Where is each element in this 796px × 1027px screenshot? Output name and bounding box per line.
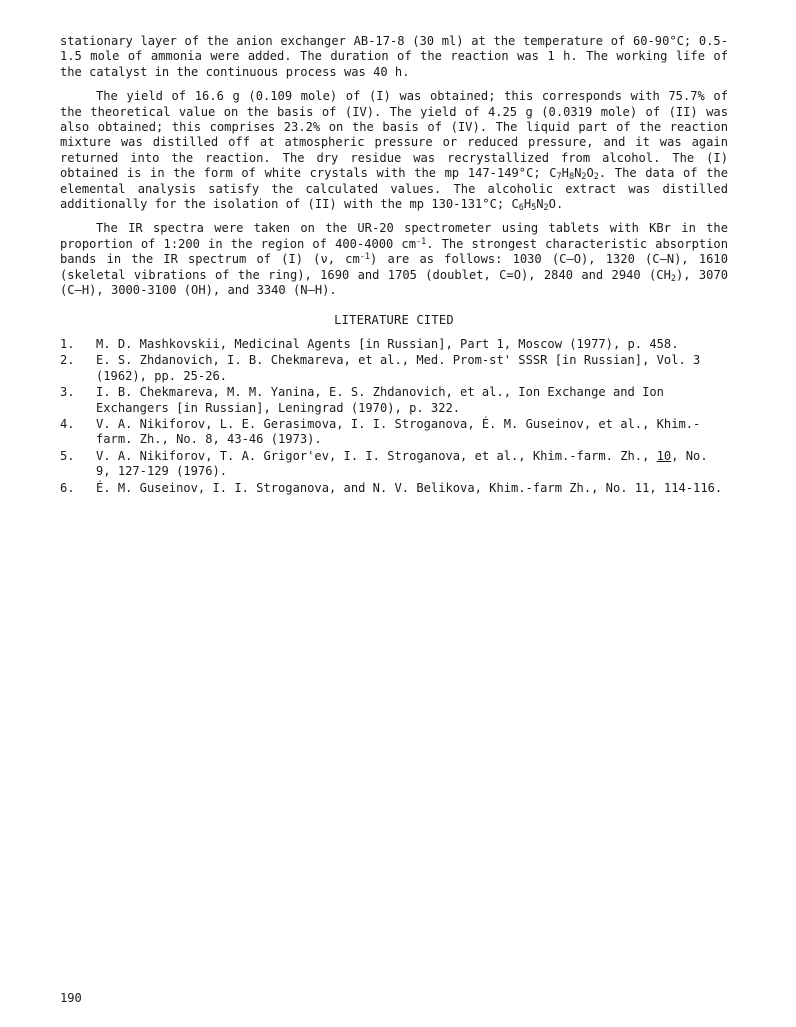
superscript: -1: [415, 236, 427, 247]
reference-number: 2.: [60, 353, 75, 368]
reference-text: V. A. Nikiforov, L. E. Gerasimova, I. I. Stroganova, É. M. Guseinov, et al., Khim.-farm. Zh., No. 8, 43-46 (1973).: [96, 416, 701, 447]
subscript: 2: [670, 273, 676, 284]
body-paragraph-2: [60, 89, 728, 212]
reference-number: 4.: [60, 416, 75, 431]
reference-text: É. M. Guseinov, I. I. Stroganova, and N. V. Belikova, Khim.-farm Zh., No. 11, 114-116.: [96, 480, 723, 495]
para2-text-1: The yield of 16.6 g (0.109 mole) of (I) was obtained; this corresponds with 75.7% of the theoretical value on the basis of (IV). The yield of 4.25 g (0.0319 mole) of (II) was also obtained; this comprises 23.2% on the basis of (IV). The liquid part of the reaction mixture was distilled off at atmospheric pressure or reduced pressure, and it was again returned into the reaction. The dry residue was recrystallized from alcohol. The (I) obtained is in the form of white crystals with the mp 147-149°C;: [60, 89, 728, 181]
reference-item: [60, 337, 728, 352]
page-number: 190: [60, 991, 82, 1005]
literature-heading: LITERATURE CITED: [334, 312, 454, 327]
reference-number: 5.: [60, 448, 75, 463]
reference-text: I. B. Chekmareva, M. M. Yanina, E. S. Zhdanovich, et al., Ion Exchange and Ion Exchangers [in Russian], Leningrad (1970), p. 322.: [96, 385, 664, 415]
formula-2: $C_6H_5N_2O$: [511, 197, 556, 214]
para3-text-2: . The strongest characteristic absorption bands in the IR spectrum of (I) (ν, cm: [60, 236, 728, 267]
superscript: -1: [359, 252, 370, 263]
reference-text: M. D. Mashkovskii, Medicinal Agents [in Russian], Part 1, Moscow (1977), p. 458.: [96, 336, 679, 351]
reference-item: [60, 417, 728, 448]
reference-item: [60, 385, 728, 416]
reference-number: 6.: [60, 480, 75, 495]
reference-item: [60, 353, 728, 384]
para2-text-2: . The data of the elemental analysis satisfy the calculated values. The alcoholic extract was distilled additionally for the isolation of (II) with the mp 130-131°C;: [60, 166, 728, 212]
reference-item: [60, 449, 728, 480]
reference-text: V. A. Nikiforov, T. A. Grigor'ev, I. I. Stroganova, et al., Khim.-farm. Zh.,: [96, 448, 657, 463]
reference-number: 1.: [60, 336, 75, 351]
reference-text: E. S. Zhdanovich, I. B. Chekmareva, et al., Med. Prom-st' SSSR [in Russian], Vol. 3 (1962), pp. 25-26.: [96, 353, 701, 383]
reference-text: , No. 9, 127-129 (1976).: [96, 448, 708, 479]
page-content: [60, 34, 728, 497]
reference-volume: 10: [656, 448, 672, 463]
reference-list: [60, 337, 728, 496]
body-paragraph-3: [60, 221, 728, 298]
para3-text-4: ), 3070 (C–H), 3000-3100 (OH), and 3340 (N–H).: [60, 267, 729, 298]
para3-text-1: The IR spectra were taken on the UR-20 spectrometer using tablets with KBr in the proportion of 1:200 in the region of 400-4000 cm: [60, 221, 728, 251]
formula-1: $C_7H_8N_2O_2$: [549, 166, 599, 183]
reference-number: 3.: [60, 385, 75, 400]
para2-text-3: .: [555, 197, 564, 212]
reference-item: [60, 481, 728, 496]
para3-text-3: ) are as follows: 1030 (C–O), 1320 (C–N), 1610 (skeletal vibrations of the ring), 1690 and 1705 (doublet, C=O), 2840 and 2940 (CH: [60, 252, 728, 282]
body-paragraph-1: stationary layer of the anion exchanger AB-17-8 (30 ml) at the temperature of 60-90°C; 0.5-1.5 mole of ammonia were added. The duration of the reaction was 1 h. The working life of the catalyst in the continuous process was 40 h.: [60, 34, 728, 79]
